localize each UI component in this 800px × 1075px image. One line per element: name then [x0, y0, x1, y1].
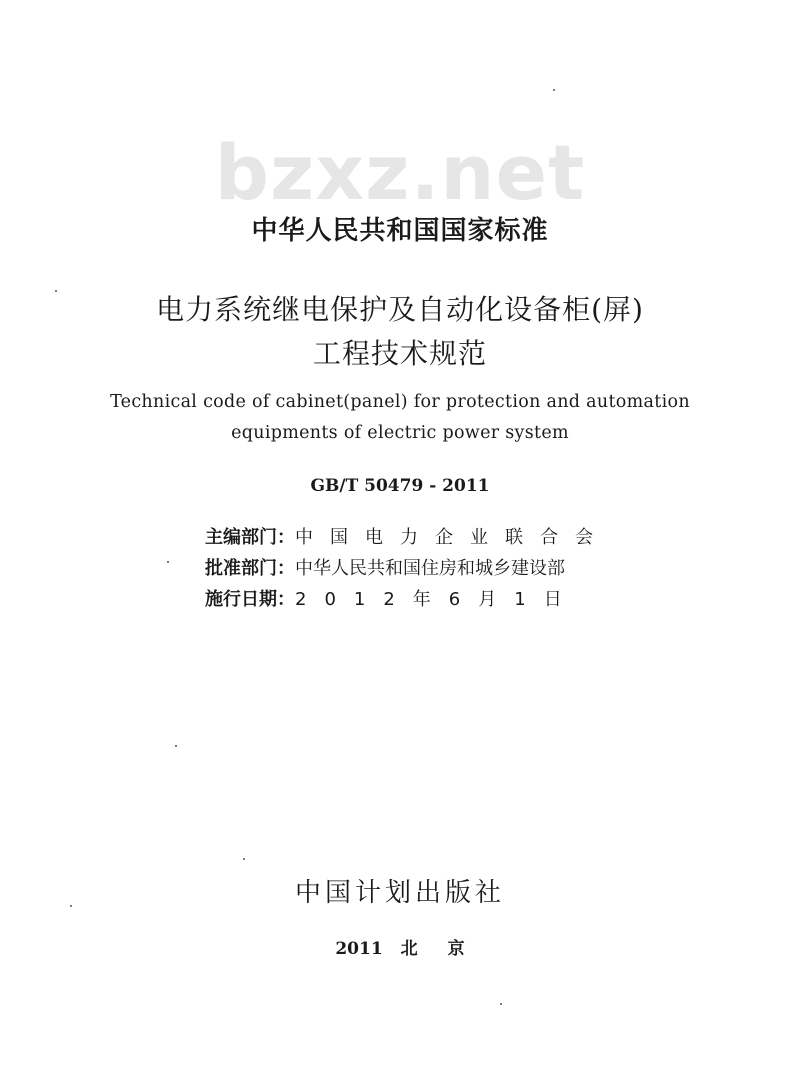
approver-value: 中华人民共和国住房和城乡建设部 [295, 558, 565, 579]
title-cn-line-2: 工程技术规范 [312, 337, 487, 370]
scan-speck [243, 858, 245, 860]
effective-date-label: 施行日期： [205, 589, 295, 610]
approver-row [205, 553, 610, 584]
scan-speck [55, 290, 57, 292]
publication-year: 2011 [335, 939, 383, 959]
title-cn-line-1: 电力系统继电保护及自动化设备柜(屏) [156, 293, 644, 326]
national-standard-heading: 中华人民共和国国家标准 [251, 216, 549, 246]
scan-speck [553, 89, 555, 91]
city-char-2: 京 [447, 939, 465, 959]
approver-label: 批准部门： [205, 558, 295, 579]
scan-speck [167, 561, 169, 563]
standard-code: GB/T 50479 - 2011 [310, 476, 490, 496]
scan-speck [175, 745, 177, 747]
effective-date-value: 2012年6月1日 [295, 589, 580, 610]
effective-date-row [205, 584, 610, 615]
title-en-line-2: equipments of electric power system [231, 423, 569, 443]
scan-speck [70, 905, 72, 907]
city-char-1: 北 [400, 939, 418, 959]
editor-row [205, 522, 610, 553]
meta-block [205, 522, 610, 615]
publisher-name: 中国计划出版社 [294, 878, 505, 908]
scan-speck [500, 1003, 502, 1005]
editor-value: 中国电力企业联合会 [295, 527, 610, 548]
editor-label: 主编部门： [205, 527, 295, 548]
title-en-line-1: Technical code of cabinet(panel) for protection and automation [110, 392, 690, 412]
publication-place [0, 934, 800, 959]
watermark: bzxz.net [214, 128, 586, 217]
